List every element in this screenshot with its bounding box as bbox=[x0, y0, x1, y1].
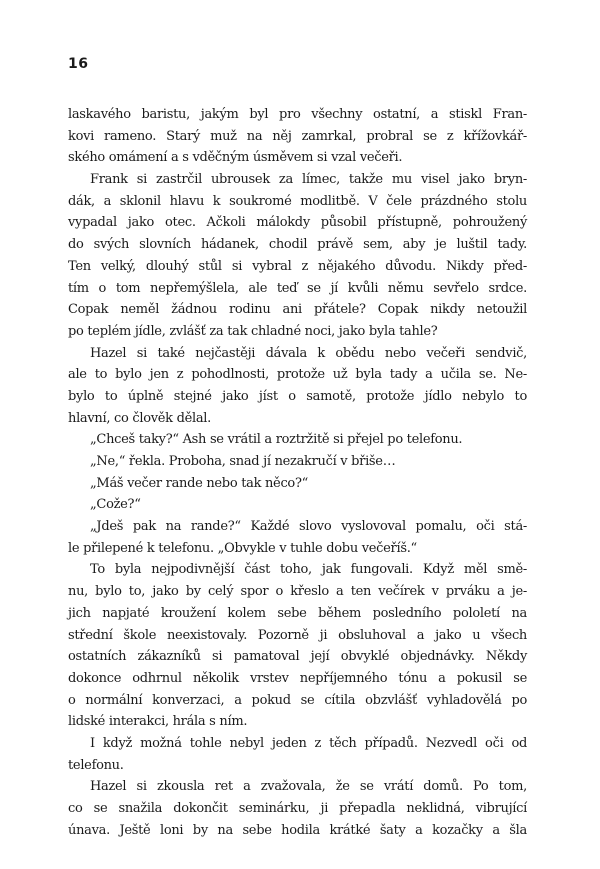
text-line: únava. Ještě loni by na sebe hodila krátké šaty a kozačky a šla bbox=[68, 822, 527, 838]
text-line: ského omámení a s vděčným úsměvem si vzal večeři. bbox=[68, 150, 403, 166]
text-line: Ten velký, dlouhý stůl si vybral z nějakého důvodu. Nikdy před- bbox=[68, 258, 527, 274]
text-line: jich napjaté kroužení kolem sebe během posledního pololetí na bbox=[68, 605, 527, 621]
text-line: Hazel si zkousla ret a zvažovala, že se vrátí domů. Po tom, bbox=[90, 779, 527, 795]
text-line: le přilepené k telefonu. „Obvykle v tuhle dobu večeříš.“ bbox=[68, 540, 417, 556]
text-line: dák, a sklonil hlavu k soukromé modlitbě. V čele prázdného stolu bbox=[68, 193, 527, 209]
text-line: Frank si zastrčil ubrousek za límec, takže mu visel jako bryn- bbox=[90, 172, 527, 188]
text-line: „Chceš taky?“ Ash se vrátil a roztržitě si přejel po telefonu. bbox=[90, 432, 463, 448]
text-line: „Ne,“ řekla. Proboha, snad jí nezakručí v břiše… bbox=[90, 454, 396, 469]
text-line: ale to bylo jen z pohodlnosti, protože už byla tady a učila se. Ne- bbox=[68, 367, 527, 383]
text-line: laskavého baristu, jakým byl pro všechny ostatní, a stiskl Fran- bbox=[68, 107, 527, 122]
text-line: „Cože?“ bbox=[90, 497, 141, 513]
text-line: tím o tom nepřemýšlela, ale teď se jí kvůli němu sevřelo srdce. bbox=[68, 280, 527, 296]
text-line: bylo to úplně stejné jako jíst o samotě, protože jídlo nebylo to bbox=[68, 388, 527, 404]
text-line: „Máš večer rande nebo tak něco?“ bbox=[90, 475, 308, 491]
text-line: dokonce odhrnul několik vrstev nepříjemného tónu a pokusil se bbox=[68, 670, 527, 686]
text-line: I když možná tohle nebyl jeden z těch případů. Nezvedl oči od bbox=[90, 735, 527, 751]
text-line: ostatních zákazníků si pamatoval její obvyklé objednávky. Někdy bbox=[68, 649, 527, 665]
text-line: po teplém jídle, zvlášť za tak chladné noci, jako byla tahle? bbox=[68, 323, 438, 339]
book-text bbox=[68, 104, 527, 841]
text-line: střední škole neexistovaly. Pozorně ji obsluhoval a jako u všech bbox=[68, 627, 527, 643]
text-line: o normální konverzaci, a pokud se cítila obzvlášť vyhladovělá po bbox=[68, 692, 527, 708]
text-line: Copak neměl žádnou rodinu ani přátele? Copak nikdy netoužil bbox=[68, 302, 527, 318]
text-line: vypadal jako otec. Ačkoli málokdy působil přístupně, pohroužený bbox=[68, 215, 527, 231]
page-number: 16 bbox=[68, 56, 89, 72]
text-line: hlavní, co člověk dělal. bbox=[68, 410, 211, 426]
text-line: do svých slovních hádanek, chodil právě sem, aby je luštil tady. bbox=[68, 237, 527, 253]
text-line: kovi rameno. Starý muž na něj zamrkal, probral se z křížovkář- bbox=[68, 128, 527, 144]
text-line: lidské interakci, hrála s ním. bbox=[68, 714, 248, 730]
text-line: nu, bylo to, jako by celý spor o křeslo a ten večírek v prváku a je- bbox=[68, 584, 527, 600]
text-line: telefonu. bbox=[68, 757, 124, 773]
text-line: co se snažila dokončit seminárku, ji přepadla neklidná, vibrující bbox=[68, 801, 527, 816]
text-line: „Jdeš pak na rande?“ Každé slovo vyslovoval pomalu, oči stá- bbox=[90, 519, 527, 535]
text-line: To byla nejpodivnější část toho, jak fungovali. Když měl smě- bbox=[90, 562, 527, 578]
text-line: Hazel si také nejčastěji dávala k obědu nebo večeři sendvič, bbox=[90, 345, 527, 361]
